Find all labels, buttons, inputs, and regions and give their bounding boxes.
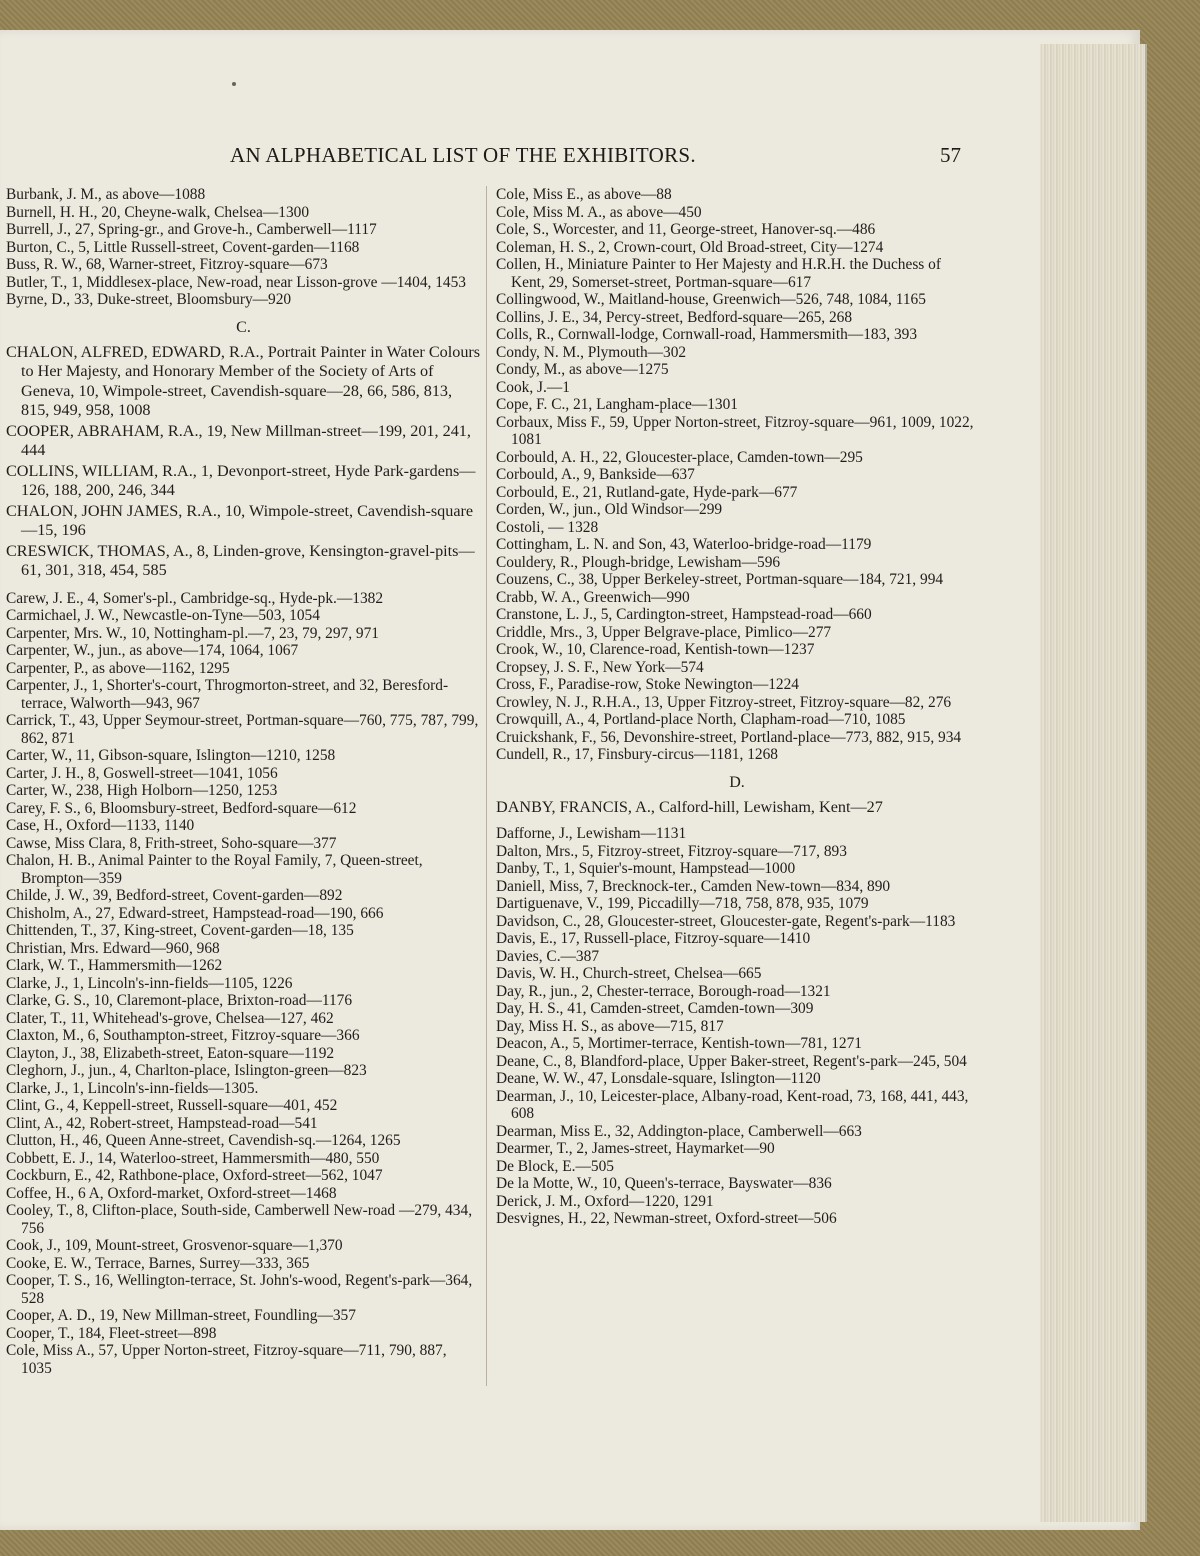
exhibitor-entry: Cleghorn, J., jun., 4, Charlton-place, Islington-green—823: [6, 1062, 367, 1079]
right-column: [496, 186, 978, 1228]
exhibitor-entry: Carmichael, J. W., Newcastle-on-Tyne—503, 1054: [6, 607, 320, 624]
exhibitor-entry: Carrick, T., 43, Upper Seymour-street, Portman-square—760, 775, 787, 799, 862, 871: [6, 712, 479, 747]
exhibitor-entry: Cooper, T., 184, Fleet-street—898: [6, 1324, 217, 1342]
exhibitor-entry: Collingwood, W., Maitland-house, Greenwich—526, 748, 1084, 1165: [496, 291, 926, 308]
exhibitor-entry: Crook, W., 10, Clarence-road, Kentish-town—1237: [496, 641, 815, 658]
exhibitor-entry: Cook, J.—1: [496, 378, 570, 396]
exhibitor-entry: De la Motte, W., 10, Queen's-terrace, Bayswater—836: [496, 1175, 832, 1192]
exhibitor-entry: Cottingham, L. N. and Son, 43, Waterloo-bridge-road—1179: [496, 536, 872, 553]
exhibitor-entry: Carpenter, Mrs. W., 10, Nottingham-pl.—7, 23, 79, 297, 971: [6, 624, 380, 642]
exhibitor-entry: Daniell, Miss, 7, Brecknock-ter., Camden New-town—834, 890: [496, 877, 891, 895]
entries-c: [6, 590, 481, 1378]
exhibitor-entry: Clutton, H., 46, Queen Anne-street, Cavendish-sq.—1264, 1265: [6, 1132, 401, 1149]
exhibitor-entry: Carter, W., 11, Gibson-square, Islington—1210, 1258: [6, 747, 336, 764]
exhibitor-entry: Chittenden, T., 37, King-street, Covent-garden—18, 135: [6, 922, 354, 939]
entries-d: [496, 825, 978, 1228]
exhibitor-entry: Clint, A., 42, Robert-street, Hampstead-road—541: [6, 1114, 318, 1132]
exhibitor-entry: Collen, H., Miniature Painter to Her Majesty and H.R.H. the Duchess of Kent, 29, Somerset-street, Portman-square—617: [496, 256, 941, 291]
exhibitor-entry: Davies, C.—387: [496, 947, 600, 965]
entries-d-academicians: [496, 798, 978, 818]
exhibitor-entry: Costoli, — 1328: [496, 518, 599, 536]
exhibitor-entry: COLLINS, WILLIAM, R.A., 1, Devonport-street, Hyde Park-gardens—126, 188, 200, 246, 344: [6, 461, 476, 499]
exhibitor-entry: Cole, Miss M. A., as above—450: [496, 203, 702, 221]
exhibitor-entry: Clint, G., 4, Keppell-street, Russell-square—401, 452: [6, 1097, 338, 1114]
exhibitor-entry: Clayton, J., 38, Elizabeth-street, Eaton-square—1192: [6, 1044, 335, 1062]
exhibitor-entry: Crabb, W. A., Greenwich—990: [496, 588, 690, 606]
exhibitor-entry: Corbould, A., 9, Bankside—637: [496, 466, 695, 483]
exhibitor-entry: Condy, N. M., Plymouth—302: [496, 343, 687, 361]
exhibitor-entry: Deacon, A., 5, Mortimer-terrace, Kentish-town—781, 1271: [496, 1035, 862, 1052]
exhibitor-entry: Burbank, J. M., as above—1088: [6, 186, 206, 203]
exhibitor-entry: Condy, M., as above—1275: [496, 361, 669, 378]
exhibitor-entry: Cundell, R., 17, Finsbury-circus—1181, 1268: [496, 746, 779, 763]
exhibitor-entry: Christian, Mrs. Edward—960, 968: [6, 939, 220, 957]
exhibitor-entry: Dearman, J., 10, Leicester-place, Albany-road, Kent-road, 73, 168, 441, 443, 608: [496, 1087, 969, 1122]
exhibitor-entry: Cross, F., Paradise-row, Stoke Newington—1224: [496, 676, 799, 693]
exhibitor-entry: Corden, W., jun., Old Windsor—299: [496, 501, 723, 518]
section-heading-c: C.: [236, 318, 251, 336]
exhibitor-entry: Derick, J. M., Oxford—1220, 1291: [496, 1192, 714, 1210]
exhibitor-entry: Cropsey, J. S. F., New York—574: [496, 658, 704, 676]
exhibitor-entry: Clater, T., 11, Whitehead's-grove, Chelsea—127, 462: [6, 1009, 334, 1027]
exhibitor-entry: Corbould, A. H., 22, Gloucester-place, Camden-town—295: [496, 448, 863, 466]
exhibitor-entry: Crowley, N. J., R.H.A., 13, Upper Fitzroy-street, Fitzroy-square—82, 276: [496, 693, 952, 711]
entries-b: [6, 186, 481, 309]
exhibitor-entry: Carpenter, J., 1, Shorter's-court, Throgmorton-street, and 32, Beresford-terrace, Walworth—943, 967: [6, 677, 449, 712]
exhibitor-entry: Cole, Miss A., 57, Upper Norton-street, Fitzroy-square—711, 790, 887, 1035: [6, 1342, 447, 1377]
exhibitor-entry: Crowquill, A., 4, Portland-place North, Clapham-road—710, 1085: [496, 711, 906, 728]
exhibitor-entry: Cockburn, E., 42, Rathbone-place, Oxford-street—562, 1047: [6, 1167, 383, 1184]
running-header: [0, 143, 1050, 173]
column-divider: [486, 186, 487, 1386]
exhibitor-entry: Corbaux, Miss F., 59, Upper Norton-street, Fitzroy-square—961, 1009, 1022, 1081: [496, 413, 974, 448]
exhibitor-entry: Colls, R., Cornwall-lodge, Cornwall-road, Hammersmith—183, 393: [496, 326, 918, 343]
exhibitor-entry: Dearmer, T., 2, James-street, Haymarket—90: [496, 1140, 775, 1157]
exhibitor-entry: Clarke, J., 1, Lincoln's-inn-fields—1305.: [6, 1079, 259, 1097]
exhibitor-entry: Burrell, J., 27, Spring-gr., and Grove-h., Camberwell—1117: [6, 221, 377, 238]
page-title: AN ALPHABETICAL LIST OF THE EXHIBITORS.: [230, 143, 696, 167]
exhibitor-entry: Carter, J. H., 8, Goswell-street—1041, 1056: [6, 764, 278, 782]
exhibitor-entry: Clark, W. T., Hammersmith—1262: [6, 957, 223, 974]
exhibitor-entry: Dartiguenave, V., 199, Piccadilly—718, 758, 878, 935, 1079: [496, 895, 869, 912]
exhibitor-entry: Chalon, H. B., Animal Painter to the Royal Family, 7, Queen-street, Brompton—359: [6, 852, 423, 887]
left-column: [6, 186, 481, 1377]
exhibitor-entry: Carpenter, W., jun., as above—174, 1064, 1067: [6, 642, 299, 659]
exhibitor-entry: Clarke, J., 1, Lincoln's-inn-fields—1105, 1226: [6, 974, 293, 992]
exhibitor-entry: Case, H., Oxford—1133, 1140: [6, 817, 195, 834]
exhibitor-entry: Cole, S., Worcester, and 11, George-street, Hanover-sq.—486: [496, 221, 876, 238]
exhibitor-entry: Corbould, E., 21, Rutland-gate, Hyde-park—677: [496, 483, 798, 501]
page-edges: [1040, 44, 1147, 1522]
page-number: 57: [940, 143, 961, 167]
exhibitor-entry: Chisholm, A., 27, Edward-street, Hampstead-road—190, 666: [6, 904, 384, 922]
exhibitor-entry: Cranstone, L. J., 5, Cardington-street, Hampstead-road—660: [496, 606, 872, 623]
exhibitor-entry: Cooley, T., 8, Clifton-place, South-side, Camberwell New-road —279, 434, 756: [6, 1202, 473, 1237]
exhibitor-entry: Danby, T., 1, Squier's-mount, Hampstead—1000: [496, 860, 796, 877]
exhibitor-entry: Couldery, R., Plough-bridge, Lewisham—596: [496, 553, 781, 571]
exhibitor-entry: Desvignes, H., 22, Newman-street, Oxford-street—506: [496, 1210, 837, 1227]
exhibitor-entry: Davis, W. H., Church-street, Chelsea—665: [496, 965, 762, 982]
exhibitor-entry: Day, Miss H. S., as above—715, 817: [496, 1017, 724, 1035]
exhibitor-entry: Cruickshank, F., 56, Devonshire-street, Portland-place—773, 882, 915, 934: [496, 728, 962, 746]
exhibitor-entry: DANBY, FRANCIS, A., Calford-hill, Lewisham, Kent—27: [496, 797, 883, 816]
exhibitor-entry: De Block, E.—505: [496, 1157, 614, 1175]
exhibitor-entry: Carpenter, P., as above—1162, 1295: [6, 659, 230, 677]
exhibitor-entry: Byrne, D., 33, Duke-street, Bloomsbury—920: [6, 291, 292, 308]
exhibitor-entry: Claxton, M., 6, Southampton-street, Fitzroy-square—366: [6, 1027, 360, 1044]
exhibitor-entry: CRESWICK, THOMAS, A., 8, Linden-grove, Kensington-gravel-pits—61, 301, 318, 454, 585: [6, 541, 475, 579]
exhibitor-entry: Davidson, C., 28, Gloucester-street, Gloucester-gate, Regent's-park—1183: [496, 912, 956, 930]
exhibitor-entry: Buss, R. W., 68, Warner-street, Fitzroy-square—673: [6, 256, 328, 273]
exhibitor-entry: Cooke, E. W., Terrace, Barnes, Surrey—333, 365: [6, 1254, 310, 1272]
exhibitor-entry: Dalton, Mrs., 5, Fitzroy-street, Fitzroy-square—717, 893: [496, 842, 847, 860]
exhibitor-entry: Criddle, Mrs., 3, Upper Belgrave-place, Pimlico—277: [496, 623, 832, 641]
exhibitor-entry: Dafforne, J., Lewisham—1131: [496, 825, 687, 842]
exhibitor-entry: Cole, Miss E., as above—88: [496, 186, 672, 203]
exhibitor-entry: Dearman, Miss E., 32, Addington-place, Camberwell—663: [496, 1122, 862, 1140]
exhibitor-entry: Collins, J. E., 34, Percy-street, Bedford-square—265, 268: [496, 308, 853, 326]
section-heading-d: D.: [729, 773, 745, 791]
exhibitor-entry: Carew, J. E., 4, Somer's-pl., Cambridge-sq., Hyde-pk.—1382: [6, 589, 384, 607]
exhibitor-entry: Day, H. S., 41, Camden-street, Camden-town—309: [496, 1000, 814, 1017]
exhibitor-entry: CHALON, JOHN JAMES, R.A., 10, Wimpole-street, Cavendish-square—15, 196: [6, 501, 474, 539]
exhibitor-entry: Cobbett, E. J., 14, Waterloo-street, Hammersmith—480, 550: [6, 1149, 380, 1167]
exhibitor-entry: Coffee, H., 6 A, Oxford-market, Oxford-street—1468: [6, 1184, 337, 1202]
entries-c-academicians: [6, 343, 481, 581]
entries-c-continued: [496, 186, 978, 764]
exhibitor-entry: Burnell, H. H., 20, Cheyne-walk, Chelsea—1300: [6, 203, 310, 221]
exhibitor-entry: Deane, C., 8, Blandford-place, Upper Baker-street, Regent's-park—245, 504: [496, 1052, 967, 1070]
exhibitor-entry: Davis, E., 17, Russell-place, Fitzroy-square—1410: [496, 930, 811, 947]
exhibitor-entry: Carter, W., 238, High Holborn—1250, 1253: [6, 782, 278, 799]
exhibitor-entry: Cooper, A. D., 19, New Millman-street, Foundling—357: [6, 1307, 356, 1324]
exhibitor-entry: Deane, W. W., 47, Lonsdale-square, Islington—1120: [496, 1070, 821, 1087]
ink-mark: [232, 82, 236, 86]
exhibitor-entry: Cawse, Miss Clara, 8, Frith-street, Soho-square—377: [6, 834, 337, 852]
exhibitor-entry: Cope, F. C., 21, Langham-place—1301: [496, 396, 738, 413]
exhibitor-entry: Butler, T., 1, Middlesex-place, New-road, near Lisson-grove —1404, 1453: [6, 273, 466, 291]
exhibitor-entry: Cook, J., 109, Mount-street, Grosvenor-square—1,370: [6, 1237, 343, 1254]
exhibitor-entry: COOPER, ABRAHAM, R.A., 19, New Millman-street—199, 201, 241, 444: [6, 421, 471, 459]
exhibitor-entry: Coleman, H. S., 2, Crown-court, Old Broad-street, City—1274: [496, 238, 884, 256]
exhibitor-entry: Cooper, T. S., 16, Wellington-terrace, St. John's-wood, Regent's-park—364, 528: [6, 1272, 473, 1307]
exhibitor-entry: Burton, C., 5, Little Russell-street, Covent-garden—1168: [6, 238, 360, 256]
exhibitor-entry: Childe, J. W., 39, Bedford-street, Covent-garden—892: [6, 887, 343, 904]
exhibitor-entry: Day, R., jun., 2, Chester-terrace, Borough-road—1321: [496, 982, 831, 1000]
exhibitor-entry: CHALON, ALFRED, EDWARD, R.A., Portrait Painter in Water Colours to Her Majesty, and Honorary Member of the Society of Arts of Geneva, 10, Wimpole-street, Cavendish-square—28, 66, 586, 813, 815, 949, 958, 1008: [6, 342, 481, 419]
exhibitor-entry: Couzens, C., 38, Upper Berkeley-street, Portman-square—184, 721, 994: [496, 571, 944, 588]
exhibitor-entry: Carey, F. S., 6, Bloomsbury-street, Bedford-square—612: [6, 799, 357, 817]
exhibitor-entry: Clarke, G. S., 10, Claremont-place, Brixton-road—1176: [6, 992, 353, 1009]
